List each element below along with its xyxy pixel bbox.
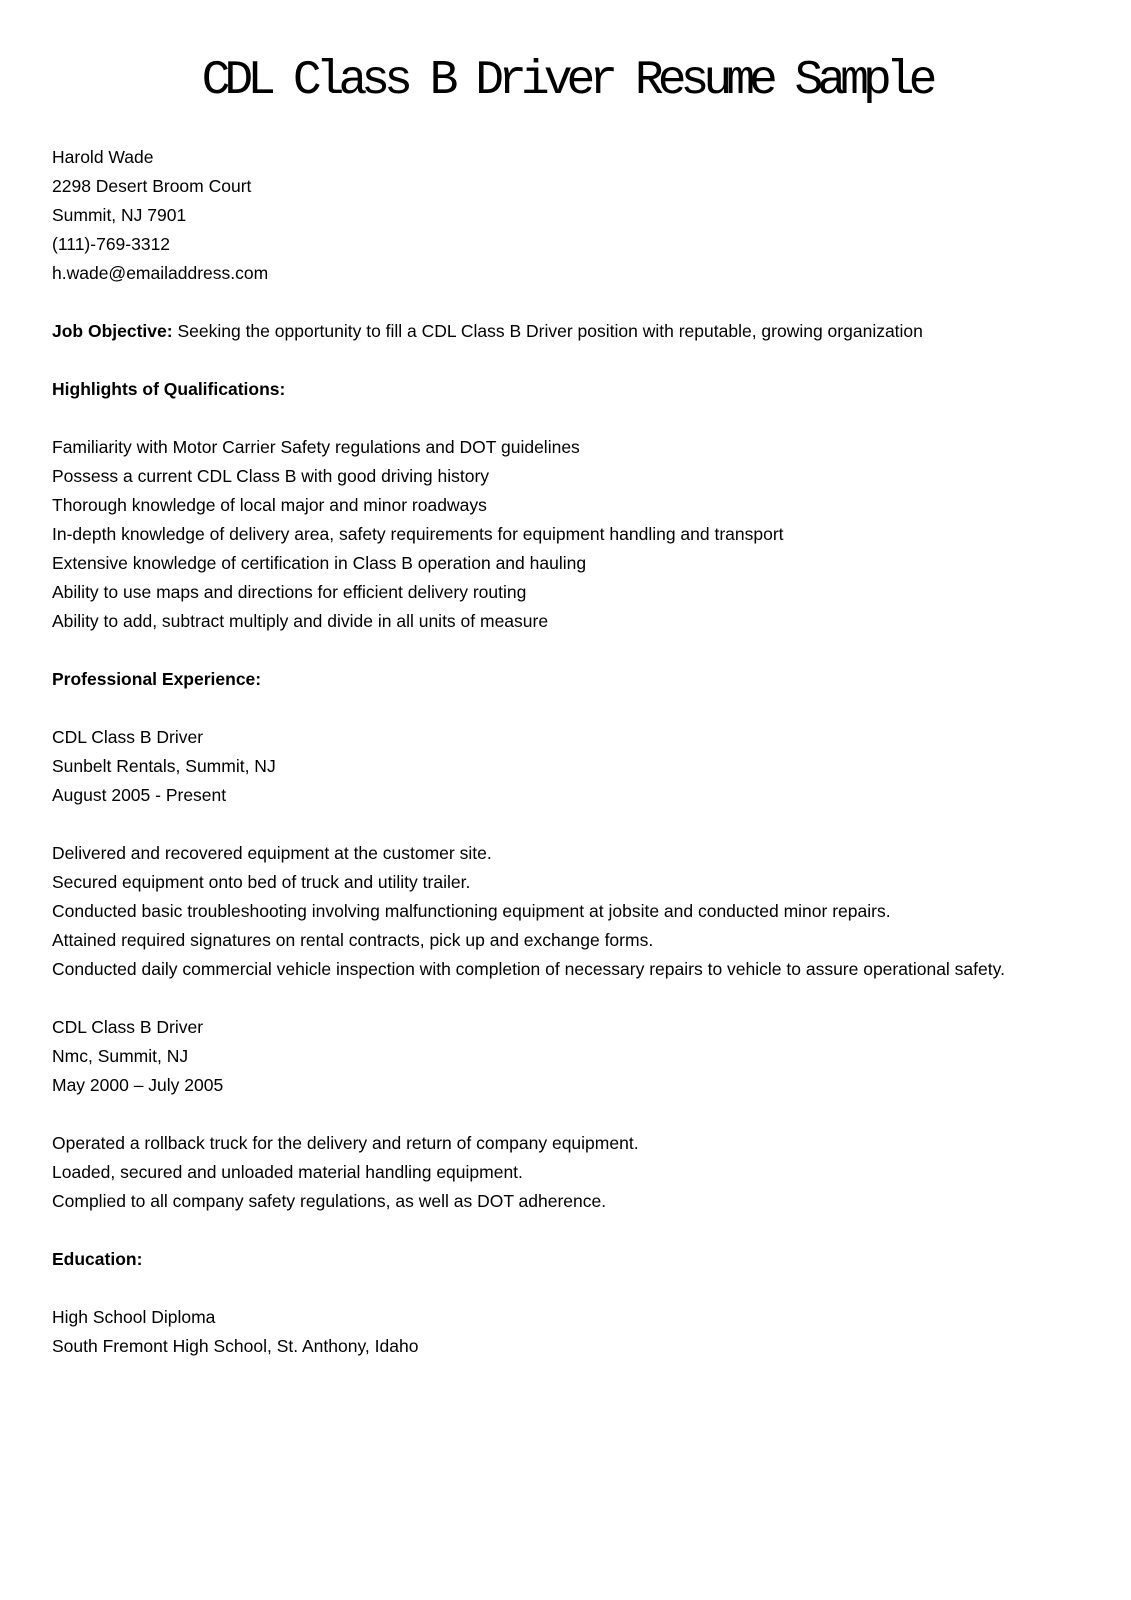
job-objective-text: Seeking the opportunity to fill a CDL Class B Driver position with reputable, growing organization (177, 321, 923, 342)
education-heading: Education: (52, 1249, 143, 1270)
qualifications-list (52, 433, 1081, 636)
job-duty: Conducted daily commercial vehicle inspection with completion of necessary repairs to vehicle to assure operational safety. (52, 959, 1005, 980)
spacer (52, 694, 1081, 723)
spacer (52, 984, 1081, 1013)
job-entry-1-header (52, 723, 1081, 810)
job-title: CDL Class B Driver (52, 727, 204, 748)
spacer (52, 1100, 1081, 1129)
qualification-item: In-depth knowledge of delivery area, safety requirements for equipment handling and transport (52, 524, 784, 545)
job-entry-2-duties (52, 1129, 1081, 1216)
job-entry-2-header (52, 1013, 1081, 1100)
contact-city: Summit, NJ 7901 (52, 205, 187, 226)
job-objective (52, 317, 1081, 346)
education-degree: High School Diploma (52, 1307, 216, 1328)
job-duty: Secured equipment onto bed of truck and utility trailer. (52, 872, 471, 893)
page-title: CDL Class B Driver Resume Sample (201, 54, 932, 108)
spacer (52, 346, 1081, 375)
contact-phone: (111)-769-3312 (52, 234, 171, 255)
job-duty: Loaded, secured and unloaded material handling equipment. (52, 1162, 523, 1183)
contact-block (52, 143, 1081, 288)
job-duty: Operated a rollback truck for the delivery and return of company equipment. (52, 1133, 639, 1154)
qualification-item: Familiarity with Motor Carrier Safety regulations and DOT guidelines (52, 437, 580, 458)
contact-street: 2298 Desert Broom Court (52, 176, 252, 197)
qualification-item: Possess a current CDL Class B with good driving history (52, 466, 490, 487)
job-objective-label: Job Objective: (52, 321, 173, 342)
qualification-item: Ability to use maps and directions for efficient delivery routing (52, 582, 527, 603)
job-title: CDL Class B Driver (52, 1017, 204, 1038)
spacer (52, 636, 1081, 665)
spacer (52, 1274, 1081, 1303)
job-duty: Attained required signatures on rental contracts, pick up and exchange forms. (52, 930, 654, 951)
job-company: Sunbelt Rentals, Summit, NJ (52, 756, 276, 777)
experience-heading: Professional Experience: (52, 669, 262, 690)
job-dates: August 2005 - Present (52, 785, 227, 806)
contact-name: Harold Wade (52, 147, 154, 168)
job-company: Nmc, Summit, NJ (52, 1046, 189, 1067)
education-block (52, 1303, 1081, 1361)
spacer (52, 288, 1081, 317)
contact-email: h.wade@emailaddress.com (52, 263, 269, 284)
spacer (52, 404, 1081, 433)
spacer (52, 810, 1081, 839)
spacer (52, 1216, 1081, 1245)
job-duty: Complied to all company safety regulations, as well as DOT adherence. (52, 1191, 607, 1212)
job-duty: Conducted basic troubleshooting involving malfunctioning equipment at jobsite and conducted minor repairs. (52, 901, 891, 922)
qualifications-heading: Highlights of Qualifications: (52, 379, 286, 400)
qualification-item: Ability to add, subtract multiply and divide in all units of measure (52, 611, 549, 632)
education-school: South Fremont High School, St. Anthony, Idaho (52, 1336, 419, 1357)
qualification-item: Thorough knowledge of local major and minor roadways (52, 495, 487, 516)
job-dates: May 2000 – July 2005 (52, 1075, 224, 1096)
job-duty: Delivered and recovered equipment at the customer site. (52, 843, 492, 864)
qualification-item: Extensive knowledge of certification in Class B operation and hauling (52, 553, 587, 574)
job-entry-1-duties (52, 839, 1081, 984)
